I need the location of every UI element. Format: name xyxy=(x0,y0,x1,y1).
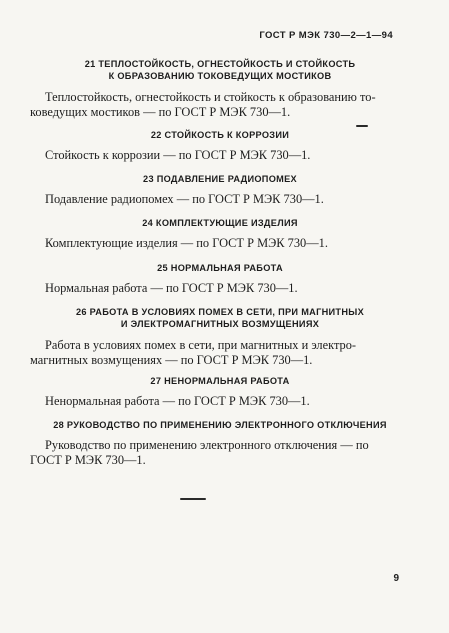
section-21-heading-line1: 21 ТЕПЛОСТОЙКОСТЬ, ОГНЕСТОЙКОСТЬ И СТОЙКОСТЬ xyxy=(84,59,356,69)
section-26-text-line2: магнитных возмущениях — по ГОСТ Р МЭК 730—1. xyxy=(30,353,313,367)
section-26-heading-line1: 26 РАБОТА В УСЛОВИЯХ ПОМЕХ В СЕТИ, ПРИ МАГНИТНЫХ xyxy=(76,307,364,317)
section-23-text: Подавление радиопомех — по ГОСТ Р МЭК 730—1. xyxy=(45,192,324,206)
section-25-heading: 25 НОРМАЛЬНАЯ РАБОТА xyxy=(157,263,283,273)
section-23-heading: 23 ПОДАВЛЕНИЕ РАДИОПОМЕХ xyxy=(143,174,297,184)
section-24-heading: 24 КОМПЛЕКТУЮЩИЕ ИЗДЕЛИЯ xyxy=(142,218,298,228)
section-21-text-line1: Теплостойкость, огнестойкость и стойкость к образованию то- xyxy=(45,90,376,104)
section-22-heading: 22 СТОЙКОСТЬ К КОРРОЗИИ xyxy=(150,130,290,140)
section-26-heading-line2: И ЭЛЕКТРОМАГНИТНЫХ ВОЗМУЩЕНИЯХ xyxy=(120,319,320,329)
print-mark xyxy=(180,498,206,500)
section-28-text xyxy=(30,438,397,468)
section-26-text-line1: Работа в условиях помех в сети, при магнитных и электро- xyxy=(45,338,357,352)
section-28-heading: 28 РУКОВОДСТВО ПО ПРИМЕНЕНИЮ ЭЛЕКТРОННОГО ОТКЛЮЧЕНИЯ xyxy=(53,420,387,430)
section-21-text xyxy=(30,90,397,120)
section-24-text: Комплектующие изделия — по ГОСТ Р МЭК 730—1. xyxy=(45,236,328,250)
section-26-text xyxy=(30,338,397,368)
page-number: 9 xyxy=(393,573,399,584)
section-27-heading: 27 НЕНОРМАЛЬНАЯ РАБОТА xyxy=(150,376,290,386)
section-28-text-line2: ГОСТ Р МЭК 730—1. xyxy=(30,453,146,467)
section-25-text: Нормальная работа — по ГОСТ Р МЭК 730—1. xyxy=(45,281,298,295)
section-27-text: Ненормальная работа — по ГОСТ Р МЭК 730—1. xyxy=(45,394,310,408)
print-mark xyxy=(356,125,368,127)
section-21-heading-line2: К ОБРАЗОВАНИЮ ТОКОВЕДУЩИХ МОСТИКОВ xyxy=(108,71,332,81)
section-21-text-line2: коведущих мостиков — по ГОСТ Р МЭК 730—1. xyxy=(30,105,291,119)
section-28-text-line1: Руководство по применению электронного отключения — по xyxy=(45,438,369,452)
running-header: ГОСТ Р МЭК 730—2—1—94 xyxy=(259,30,393,41)
section-22-text: Стойкость к коррозии — по ГОСТ Р МЭК 730—1. xyxy=(45,148,311,162)
